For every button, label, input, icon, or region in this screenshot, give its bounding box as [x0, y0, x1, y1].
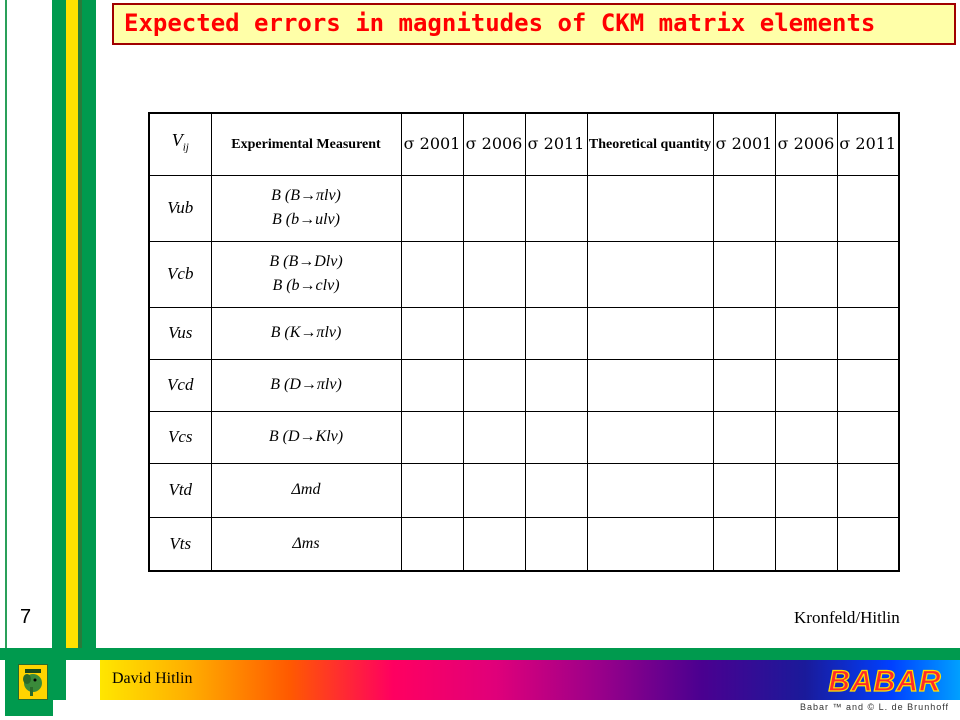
- element-vcb: Vcb: [149, 241, 211, 307]
- empty-cell: [525, 175, 587, 241]
- element-vcs: Vcs: [149, 411, 211, 463]
- empty-cell: [587, 463, 713, 517]
- babar-copyright: Babar ™ and © L. de Brunhoff: [800, 702, 950, 712]
- sigma-2006: σ 2006: [465, 133, 523, 153]
- empty-cell: [837, 307, 899, 359]
- empty-cell: [401, 241, 463, 307]
- title-box: [112, 3, 956, 45]
- babar-elephant-icon: [18, 664, 48, 700]
- measurement: B (b→clν): [272, 277, 340, 294]
- empty-cell: [837, 359, 899, 411]
- measurement: Δmd: [211, 463, 401, 517]
- measurement: B (K→πlν): [211, 307, 401, 359]
- header-theo-sigma-2011: [837, 113, 899, 175]
- table-header-row: [149, 113, 899, 175]
- measurement: B (B→πlν): [271, 187, 341, 204]
- header-theo-sigma-2006: [775, 113, 837, 175]
- empty-cell: [463, 175, 525, 241]
- element-vts: Vts: [149, 517, 211, 571]
- empty-cell: [525, 517, 587, 571]
- empty-cell: [837, 517, 899, 571]
- table-row-vus: [149, 307, 899, 359]
- theo-sigma-2006: σ 2006: [777, 133, 835, 153]
- sigma-2011: σ 2011: [527, 133, 585, 153]
- empty-cell: [713, 241, 775, 307]
- empty-cell: [587, 411, 713, 463]
- empty-cell: [463, 411, 525, 463]
- empty-cell: [587, 241, 713, 307]
- empty-cell: [775, 517, 837, 571]
- empty-cell: [525, 307, 587, 359]
- header-vij: $V_{ij}$: [149, 113, 211, 175]
- empty-cell: [587, 517, 713, 571]
- header-sigma-2001: [401, 113, 463, 175]
- measurement: Δms: [211, 517, 401, 571]
- empty-cell: [525, 463, 587, 517]
- empty-cell: [525, 411, 587, 463]
- header-experimental: Experimental Measurent: [211, 113, 401, 175]
- empty-cell: [401, 411, 463, 463]
- empty-cell: [525, 241, 587, 307]
- empty-cell: [775, 175, 837, 241]
- measurements-vub: [211, 175, 401, 241]
- empty-cell: [525, 359, 587, 411]
- header-theo-sigma-2001: [713, 113, 775, 175]
- empty-cell: [775, 411, 837, 463]
- babar-logo-text: BABAR: [828, 665, 942, 698]
- empty-cell: [713, 175, 775, 241]
- empty-cell: [463, 307, 525, 359]
- empty-cell: [587, 175, 713, 241]
- element-vus: Vus: [149, 307, 211, 359]
- empty-cell: [587, 359, 713, 411]
- slide-number: 7: [20, 606, 32, 628]
- measurement: B (D→Klν): [211, 411, 401, 463]
- empty-cell: [837, 175, 899, 241]
- babar-logo: [820, 662, 950, 698]
- page-title: Expected errors in magnitudes of CKM matrix elements: [124, 9, 876, 37]
- table-row-vub: [149, 175, 899, 241]
- empty-cell: [401, 359, 463, 411]
- left-yellow-bar: [66, 0, 78, 650]
- empty-cell: [401, 517, 463, 571]
- left-green-bar: [52, 0, 66, 720]
- empty-cell: [713, 307, 775, 359]
- header-sigma-2006: [463, 113, 525, 175]
- empty-cell: [587, 307, 713, 359]
- empty-cell: [463, 359, 525, 411]
- empty-cell: [837, 241, 899, 307]
- empty-cell: [775, 307, 837, 359]
- header-theoretical: Theoretical quantity: [587, 113, 713, 175]
- element-vtd: Vtd: [149, 463, 211, 517]
- empty-cell: [837, 411, 899, 463]
- theo-sigma-2011: σ 2011: [839, 133, 897, 153]
- empty-cell: [775, 241, 837, 307]
- ckm-table: [148, 112, 900, 572]
- empty-cell: [713, 359, 775, 411]
- empty-cell: [775, 463, 837, 517]
- left-green-bar-2: [82, 0, 96, 650]
- bottom-green-band: [0, 648, 960, 660]
- empty-cell: [401, 463, 463, 517]
- table-row-vtd: [149, 463, 899, 517]
- table-row-vts: [149, 517, 899, 571]
- author-name: David Hitlin: [112, 670, 193, 687]
- empty-cell: [837, 463, 899, 517]
- measurement: B (B→Dlν): [269, 253, 343, 270]
- empty-cell: [713, 463, 775, 517]
- empty-cell: [401, 175, 463, 241]
- measurement: B (D→πlν): [211, 359, 401, 411]
- empty-cell: [463, 463, 525, 517]
- theo-sigma-2001: σ 2001: [715, 133, 773, 153]
- sigma-2001: σ 2001: [403, 133, 461, 153]
- table-row-vcd: [149, 359, 899, 411]
- empty-cell: [713, 411, 775, 463]
- table-row-vcb: [149, 241, 899, 307]
- credit-text: Kronfeld/Hitlin: [794, 608, 900, 627]
- header-sigma-2011: [525, 113, 587, 175]
- element-vub: Vub: [149, 175, 211, 241]
- element-vcd: Vcd: [149, 359, 211, 411]
- measurements-vcb: [211, 241, 401, 307]
- left-edge-bar: [0, 0, 7, 720]
- empty-cell: [713, 517, 775, 571]
- table-row-vcs: [149, 411, 899, 463]
- measurement: B (b→ulν): [272, 211, 340, 228]
- empty-cell: [463, 241, 525, 307]
- empty-cell: [463, 517, 525, 571]
- empty-cell: [775, 359, 837, 411]
- empty-cell: [401, 307, 463, 359]
